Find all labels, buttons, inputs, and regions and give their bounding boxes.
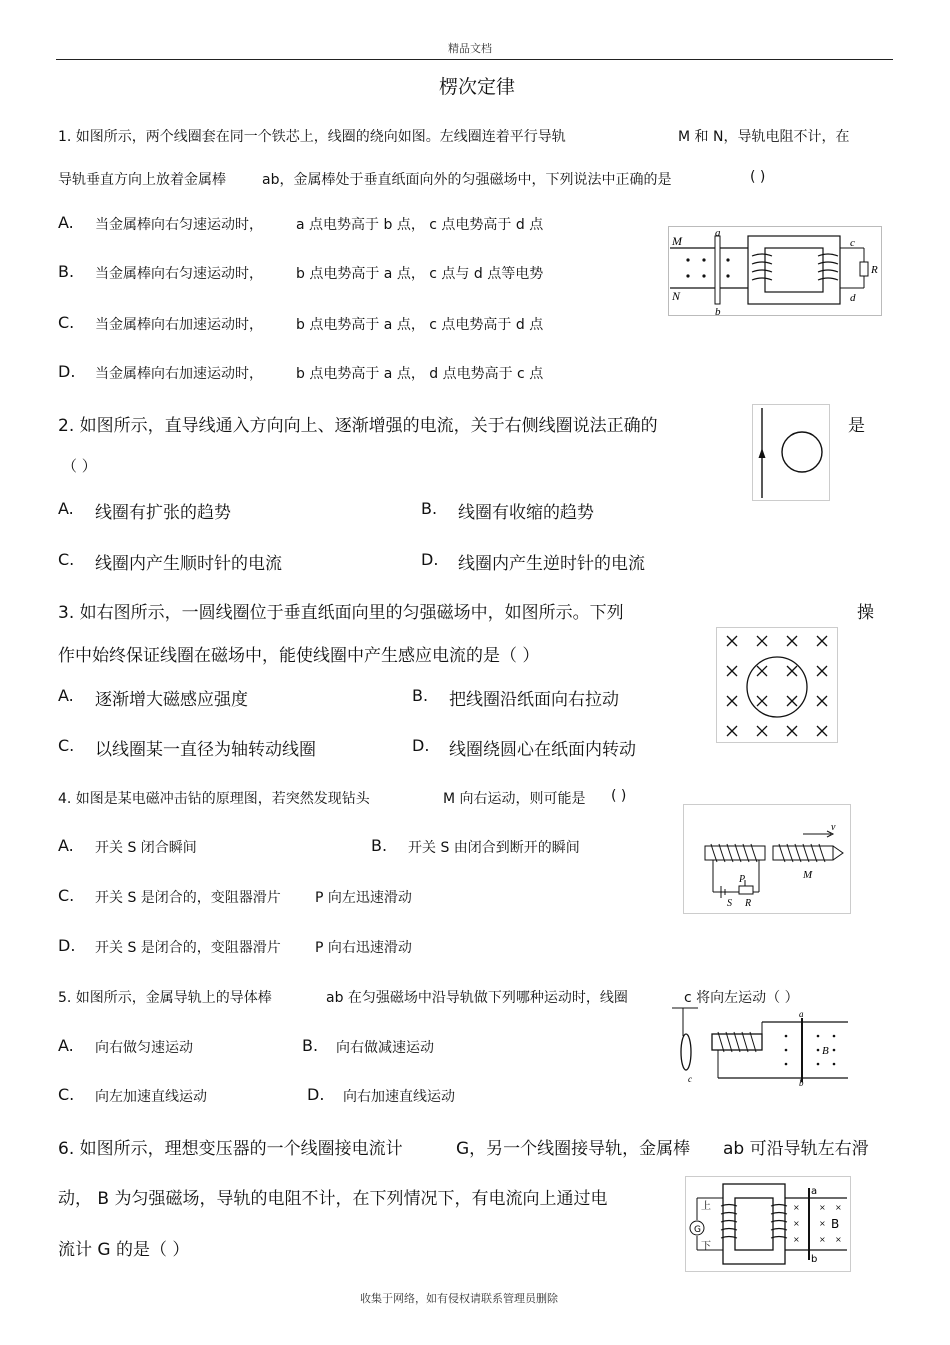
q4-option-c-text: 开关 S 是闭合的，变阻器滑片 xyxy=(95,890,281,906)
q1-figure xyxy=(668,226,882,316)
q6-stem-line1b: G，另一个线圈接导轨，金属棒 xyxy=(456,1139,691,1159)
q5-option-b-text: 向右做减速运动 xyxy=(336,1040,434,1056)
svg-text:×: × xyxy=(793,1219,800,1228)
q6-label-G: G xyxy=(694,1225,701,1235)
q6-label-a: a xyxy=(811,1186,818,1197)
q2-option-letter: C. xyxy=(58,550,75,569)
q2-option-letter: B. xyxy=(421,499,438,518)
q1-option-a-text: 当金属棒向右匀速运动时， xyxy=(95,217,263,233)
q2-figure xyxy=(752,404,830,501)
q1-option-letter: B. xyxy=(58,262,75,281)
q1-label-M: M xyxy=(672,234,682,248)
svg-text:×: × xyxy=(835,1203,842,1212)
q3-option-d-text: 线圈绕圆心在纸面内转动 xyxy=(449,740,636,760)
q3-stem-line1b: 操 xyxy=(857,603,874,623)
q5-stem-line1c: c 将向左运动（ ） xyxy=(684,990,799,1006)
q4-label-P: P xyxy=(739,874,746,885)
q4-option-letter: C. xyxy=(58,886,75,905)
q4-label-M: M xyxy=(803,869,813,881)
q2-option-d-text: 线圈内产生逆时针的电流 xyxy=(458,554,645,574)
q6-label-b: b xyxy=(811,1254,818,1265)
q4-option-a-text: 开关 S 闭合瞬间 xyxy=(95,840,197,856)
q3-option-letter: D. xyxy=(412,736,430,755)
svg-text:×: × xyxy=(819,1219,826,1228)
q2-answer-bracket: （ ） xyxy=(62,457,97,475)
q1-label-N: N xyxy=(672,289,681,303)
q5-stem-line1: 5. 如图所示，金属导轨上的导体棒 xyxy=(58,990,272,1006)
q1-stem-line1: 1. 如图所示，两个线圈套在同一个铁芯上，线圈的绕向如图。左线圈连着平行导轨 xyxy=(58,129,566,145)
q4-answer-bracket: ( ) xyxy=(611,788,627,804)
q1-label-d: d xyxy=(850,292,856,304)
q5-label-c: c xyxy=(688,1074,692,1084)
q1-label-c: c xyxy=(850,237,855,249)
q6-stem-line2: 动， B 为匀强磁场，导轨的电阻不计，在下列情况下，有电流向上通过电 xyxy=(58,1189,608,1209)
q6-stem-line1c: ab 可沿导轨左右滑 xyxy=(723,1139,869,1159)
svg-text:×: × xyxy=(819,1235,826,1244)
q3-stem-line1: 3. 如右图所示，一圆线圈位于垂直纸面向里的匀强磁场中，如图所示。下列 xyxy=(58,603,624,623)
q3-option-a-text: 逐渐增大磁感应强度 xyxy=(95,690,248,710)
q5-option-a-text: 向右做匀速运动 xyxy=(95,1040,193,1056)
q1-label-a: a xyxy=(715,227,721,239)
q1-option-a-tail: a 点电势高于 b 点， c 点电势高于 d 点 xyxy=(296,217,544,233)
page-header: 精品文档 xyxy=(448,42,492,55)
q6-stem-line1: 6. 如图所示，理想变压器的一个线圈接电流计 xyxy=(58,1139,403,1159)
q6-label-B: B xyxy=(831,1217,840,1231)
q3-option-letter: A. xyxy=(58,686,74,705)
q1-stem-line2b: ab，金属棒处于垂直纸面向外的匀强磁场中，下列说法中正确的是 xyxy=(262,172,672,188)
q4-stem-line1: 4. 如图是某电磁冲击钻的原理图，若突然发现钻头 xyxy=(58,791,370,807)
q4-option-letter: B. xyxy=(371,836,388,855)
svg-text:×: × xyxy=(793,1203,800,1212)
q6-label-down: 下 xyxy=(701,1241,711,1252)
q4-label-S: S xyxy=(727,898,732,909)
q5-option-d-text: 向右加速直线运动 xyxy=(343,1089,455,1105)
q1-stem-line2: 导轨垂直方向上放着金属棒 xyxy=(58,172,226,188)
q2-option-a-text: 线圈有扩张的趋势 xyxy=(95,503,231,523)
q3-figure xyxy=(716,627,838,743)
q1-answer-bracket: ( ) xyxy=(750,169,766,185)
q1-option-letter: A. xyxy=(58,213,74,232)
q1-label-R: R xyxy=(871,264,878,276)
q6-figure xyxy=(685,1176,851,1272)
q2-option-letter: D. xyxy=(421,550,439,569)
q1-option-letter: C. xyxy=(58,313,75,332)
q1-option-d-tail: b 点电势高于 a 点， d 点电势高于 c 点 xyxy=(296,366,544,382)
svg-text:×: × xyxy=(793,1235,800,1244)
q1-stem-line1b: M 和 N，导轨电阻不计，在 xyxy=(678,129,850,145)
q1-option-b-tail: b 点电势高于 a 点， c 点与 d 点等电势 xyxy=(296,266,544,282)
q3-option-b-text: 把线圈沿纸面向右拉动 xyxy=(449,690,619,710)
q4-label-v: v xyxy=(831,822,836,833)
q5-option-letter: D. xyxy=(307,1085,325,1104)
q3-option-letter: B. xyxy=(412,686,429,705)
q1-option-letter: D. xyxy=(58,362,76,381)
q4-option-letter: A. xyxy=(58,836,74,855)
q5-label-b: b xyxy=(799,1078,804,1086)
q2-option-letter: A. xyxy=(58,499,74,518)
q1-option-b-text: 当金属棒向右匀速运动时， xyxy=(95,266,263,282)
svg-text:×: × xyxy=(819,1203,826,1212)
svg-text:×: × xyxy=(835,1235,842,1244)
q4-figure xyxy=(683,804,851,914)
q1-option-c-tail: b 点电势高于 a 点， c 点电势高于 d 点 xyxy=(296,317,544,333)
q3-stem-line2: 作中始终保证线圈在磁场中，能使线圈中产生感应电流的是（ ） xyxy=(58,646,540,666)
q1-label-b: b xyxy=(715,306,721,316)
q2-option-b-text: 线圈有收缩的趋势 xyxy=(458,503,594,523)
q4-label-R: R xyxy=(745,898,752,909)
q5-option-letter: B. xyxy=(302,1036,319,1055)
q6-label-up: 上 xyxy=(701,1201,711,1212)
page-footer: 收集于网络，如有侵权请联系管理员删除 xyxy=(360,1292,558,1305)
q5-label-a: a xyxy=(799,1009,804,1019)
q5-option-letter: A. xyxy=(58,1036,74,1055)
q1-option-d-text: 当金属棒向右加速运动时， xyxy=(95,366,263,382)
q5-option-c-text: 向左加速直线运动 xyxy=(95,1089,207,1105)
q4-option-d-tail: P 向右迅速滑动 xyxy=(315,940,412,956)
q6-stem-line3: 流计 G 的是（ ） xyxy=(58,1240,190,1260)
q4-stem-line1b: M 向右运动，则可能是 xyxy=(443,791,586,807)
q2-stem-line1b: 是 xyxy=(848,416,865,436)
q2-stem-line1: 2. 如图所示，直导线通入方向向上、逐渐增强的电流，关于右侧线圈说法正确的 xyxy=(58,416,658,436)
q2-option-c-text: 线圈内产生顺时针的电流 xyxy=(95,554,282,574)
q3-option-letter: C. xyxy=(58,736,75,755)
q1-option-c-text: 当金属棒向右加速运动时， xyxy=(95,317,263,333)
q3-option-c-text: 以线圈某一直径为轴转动线圈 xyxy=(95,740,316,760)
q5-stem-line1b: ab 在匀强磁场中沿导轨做下列哪种运动时，线圈 xyxy=(326,990,628,1006)
q5-label-B: B xyxy=(822,1045,829,1057)
q4-option-d-text: 开关 S 是闭合的，变阻器滑片 xyxy=(95,940,281,956)
q4-option-letter: D. xyxy=(58,936,76,955)
header-rule xyxy=(56,59,893,60)
q5-figure xyxy=(668,1006,850,1086)
q4-option-b-text: 开关 S 由闭合到断开的瞬间 xyxy=(408,840,580,856)
q4-option-c-tail: P 向左迅速滑动 xyxy=(315,890,412,906)
q5-option-letter: C. xyxy=(58,1085,75,1104)
page-title: 楞次定律 xyxy=(439,76,516,98)
